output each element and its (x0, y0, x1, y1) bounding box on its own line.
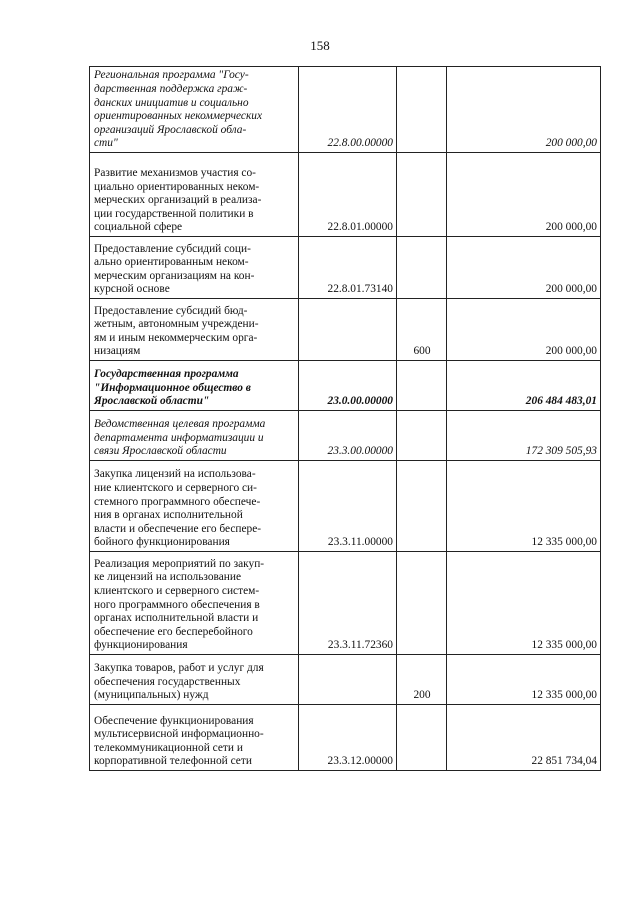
row-name: Региональная программа "Госу- дарственная поддержка граж- данских инициатив и социально ориентированных некоммерческих организаций Ярославской обла- сти" (90, 67, 299, 153)
row-amount: 200 000,00 (447, 299, 601, 361)
row-code: 22.8.01.73140 (299, 237, 397, 299)
row-expense-type (397, 361, 447, 411)
table-row (90, 299, 601, 361)
table-row (90, 361, 601, 411)
row-expense-type: 600 (397, 299, 447, 361)
budget-table (89, 66, 601, 771)
row-code: 23.0.00.00000 (299, 361, 397, 411)
row-amount: 200 000,00 (447, 237, 601, 299)
row-code: 23.3.00.00000 (299, 411, 397, 461)
row-expense-type: 200 (397, 655, 447, 705)
table-row (90, 237, 601, 299)
row-expense-type (397, 67, 447, 153)
row-expense-type (397, 153, 447, 237)
row-amount: 12 335 000,00 (447, 552, 601, 655)
table-row (90, 67, 601, 153)
table-row (90, 705, 601, 771)
row-expense-type (397, 411, 447, 461)
row-name: Ведомственная целевая программа департамента информатизации и связи Ярославской области (90, 411, 299, 461)
row-expense-type (397, 237, 447, 299)
row-amount: 200 000,00 (447, 67, 601, 153)
row-expense-type (397, 552, 447, 655)
row-code: 23.3.11.72360 (299, 552, 397, 655)
row-name: Предоставление субсидий соци- ально ориентированным неком- мерческим организациям на кон- курсной основе (90, 237, 299, 299)
row-expense-type (397, 461, 447, 552)
row-name: Предоставление субсидий бюд- жетным, автономным учреждени- ям и иным некоммерческим орга- низациям (90, 299, 299, 361)
table-row (90, 655, 601, 705)
row-code: 23.3.11.00000 (299, 461, 397, 552)
row-amount: 206 484 483,01 (447, 361, 601, 411)
row-amount: 172 309 505,93 (447, 411, 601, 461)
row-name: Обеспечение функционирования мультисервисной информационно- телекоммуникационной сети и корпоративной телефонной сети (90, 705, 299, 771)
table-row (90, 411, 601, 461)
row-code (299, 299, 397, 361)
row-name: Государственная программа "Информационное общество в Ярославской области" (90, 361, 299, 411)
row-amount: 12 335 000,00 (447, 461, 601, 552)
row-name: Развитие механизмов участия со- циально ориентированных неком- мерческих организаций в реализа- ции государственной политики в социальной сфере (90, 153, 299, 237)
row-expense-type (397, 705, 447, 771)
row-code (299, 655, 397, 705)
row-amount: 12 335 000,00 (447, 655, 601, 705)
table-row (90, 461, 601, 552)
row-name: Закупка лицензий на использова- ние клиентского и серверного си- стемного программного обеспече- ния в органах исполнительной власти и обеспечение его беспере- бойного функционирования (90, 461, 299, 552)
row-code: 22.8.00.00000 (299, 67, 397, 153)
row-amount: 200 000,00 (447, 153, 601, 237)
row-code: 23.3.12.00000 (299, 705, 397, 771)
row-name: Закупка товаров, работ и услуг для обеспечения государственных (муниципальных) нужд (90, 655, 299, 705)
page-number: 158 (310, 38, 330, 53)
table-row (90, 552, 601, 655)
table-row (90, 153, 601, 237)
row-name: Реализация мероприятий по закуп- ке лицензий на использование клиентского и серверного систем- ного программного обеспечения в органах исполнительной власти и обеспечение его бесперебойного функционирования (90, 552, 299, 655)
row-code: 22.8.01.00000 (299, 153, 397, 237)
row-amount: 22 851 734,04 (447, 705, 601, 771)
